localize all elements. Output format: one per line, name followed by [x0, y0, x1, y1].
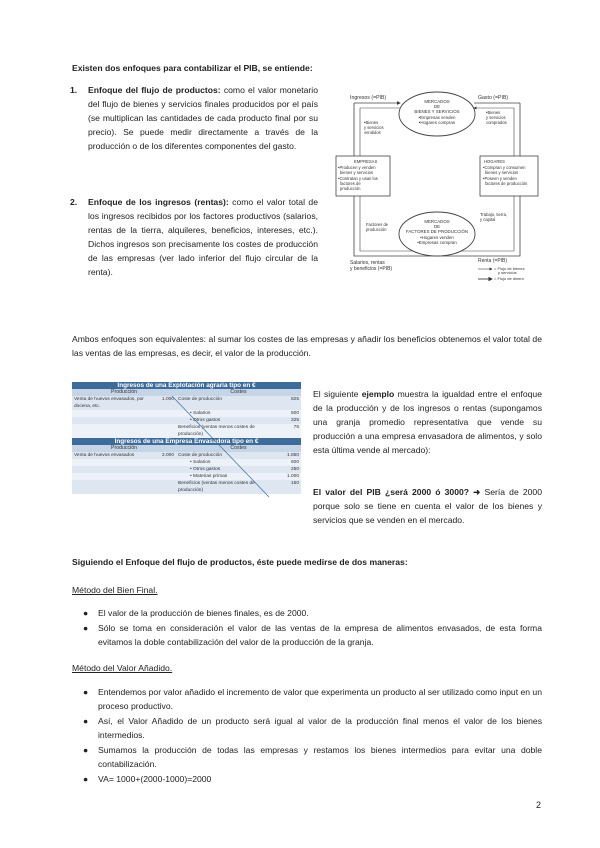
- table-cell: 1.850: [280, 452, 301, 459]
- list-item-text: El valor de la producción de bienes finales, es de 2000.: [98, 608, 309, 618]
- diagram-text: MERCADOS: [424, 219, 450, 224]
- section-heading: Siguiendo el Enfoque del flujo de productos, éste puede medirse de dos maneras:: [72, 557, 408, 567]
- diagram-text: comprados: [486, 120, 507, 125]
- diagram-text: •Hogares compran: [418, 120, 456, 125]
- table-cell: 600: [280, 459, 301, 466]
- diagram-text: y capital: [480, 217, 496, 222]
- table-cell: Coste de producción: [176, 452, 280, 459]
- legend-text: = Flujo de dinero: [494, 276, 524, 281]
- bullet-icon: ●: [83, 745, 89, 755]
- table-cell: 2.000: [154, 452, 176, 459]
- diagram-text: DE: [433, 224, 441, 229]
- legend-text: y servicios: [498, 270, 517, 275]
- diagram-text: •Producen y venden: [338, 165, 376, 170]
- diagram-text: y servicios: [486, 115, 506, 120]
- enfoque-item-1: [70, 83, 318, 153]
- table-head: Costes: [176, 389, 301, 396]
- table-head: Costes: [176, 445, 301, 452]
- table-cell: • Salarios: [176, 459, 280, 466]
- example-bold: ejemplo: [361, 389, 395, 399]
- table-head: Producción: [72, 389, 176, 396]
- diagram-text: •Bienes: [364, 120, 379, 125]
- table-title: Ingresos de una Explotación agraria tipo en €: [72, 382, 301, 389]
- list-item-text: Sólo se toma en consideración el valor de las ventas de la empresa de alimentos envasados, de esta forma evitamos la doble contabilización del valor de la producción de la granja.: [98, 623, 542, 647]
- table-head: Producción: [72, 445, 176, 452]
- list-marker: 1.: [70, 85, 78, 95]
- list-item: [83, 685, 542, 713]
- table-cell: 825: [280, 396, 301, 410]
- table-cell: • Salarios: [176, 410, 280, 417]
- diagram-text: HOGARES: [484, 159, 505, 164]
- bullet-icon: ●: [83, 687, 89, 697]
- diagram-text: BIENES Y SERVICIOS: [414, 109, 460, 114]
- diagram-text: bienes y servicios: [340, 170, 374, 175]
- bullet-icon: ●: [83, 623, 89, 633]
- enfoque-title: Enfoque del flujo de productos:: [88, 85, 221, 95]
- legend-text: = Flujo de bienes: [494, 266, 525, 271]
- list-item: [83, 772, 542, 786]
- question-bold: El valor del PIB ¿será 2000 ó 3000? ➜: [313, 487, 481, 497]
- circular-flow-diagram: [334, 86, 542, 282]
- list-item: [83, 743, 542, 771]
- diagram-text: •Empresas compran: [417, 240, 457, 245]
- diagram-label-ingresos: Ingresos (=PIB): [350, 95, 387, 101]
- metodo-bien-final-title: Método del Bien Final.: [72, 585, 158, 595]
- diagram-text: •Hogares venden: [420, 235, 454, 240]
- equivalence-paragraph: Ambos enfoques son equivalentes: al sumar los costes de las empresas y añadir los beneficios obtenemos el valor total de las ventas de las empresas, es decir, el valor de la producción.: [72, 334, 542, 358]
- list-item: [83, 621, 542, 649]
- list-item-text: Sumamos la producción de todas las empresas y restamos los bienes intermedios para evitar una doble contabilización.: [98, 745, 542, 769]
- bullet-icon: ●: [83, 716, 89, 726]
- diagram-text: factores de producción: [485, 181, 528, 186]
- diagram-text: producción: [340, 186, 361, 191]
- enfoque-title: Enfoque de los ingresos (rentas):: [88, 197, 229, 207]
- page-number: 2: [536, 800, 542, 810]
- diagram-text: •Compran y consumen: [483, 165, 526, 170]
- diagram-text: EMPRESAS: [354, 159, 378, 164]
- table-cell: 150: [280, 480, 301, 494]
- table-cell: 325: [280, 417, 301, 424]
- enfoque-text: como el valor total de los ingresos recibidos por los factores productivos (salarios, rentas de la tierra, alquileres, beneficios, intereses, etc.). Dichos ingresos son precisamente los costes de producción de las empresas (ver lado inferior del flujo circular de la renta).: [88, 197, 318, 277]
- diagram-text: factores de: [340, 181, 361, 186]
- diagram-label-gasto: Gasto (=PIB): [478, 95, 509, 101]
- table-cell: 1.000: [154, 396, 176, 410]
- list-item-text: Entendemos por valor añadido el incremento de valor que experimenta un producto al ser utilizado como input en un proceso productivo.: [98, 687, 542, 711]
- tables-connector-line: [72, 382, 301, 522]
- table-cell: 250: [280, 466, 301, 473]
- metodo-valor-anadido-title: Método del Valor Añadido.: [72, 663, 173, 673]
- table-cell: Beneficios (ventas menos costes de producción): [176, 480, 280, 494]
- enfoque-text: como el valor monetario del flujo de bienes y servicios finales producidos por el país (se multiplican las cantidades de cada producto final por su precio). Se puede medir directamente a través de la producción o de los diferentes componentes del gasto.: [88, 85, 318, 151]
- table-cell: Coste de producción: [176, 396, 280, 410]
- example-tables: [72, 382, 301, 494]
- diagram-text: •Poseen y venden: [483, 176, 517, 181]
- bullet-icon: ●: [83, 608, 89, 618]
- list-item-text: Así, el Valor Añadido de un producto será igual al valor de la producción final menos el valor de los bienes intermedios.: [98, 716, 542, 740]
- diagram-text: DE: [433, 104, 441, 109]
- bullet-icon: ●: [83, 774, 89, 784]
- diagram-text: Factores de: [366, 222, 389, 227]
- table-title: Ingresos de una Empresa Envasadora tipo en €: [72, 438, 301, 445]
- diagram-text: bienes y servicios: [485, 170, 519, 175]
- table-cell: 75: [280, 424, 301, 438]
- list-item-text: VA= 1000+(2000-1000)=2000: [98, 774, 212, 784]
- table-cell: • Otros gastos: [176, 417, 280, 424]
- table-cell: • Otros gastos: [176, 466, 280, 473]
- diagram-text: FACTORES DE PRODUCCIÓN: [405, 229, 469, 234]
- diagram-text: •Bienes: [486, 110, 501, 115]
- diagram-text: Trabajo, tierra,: [480, 212, 508, 217]
- table-cell: 1.000: [280, 473, 301, 480]
- table-cell: • Materias primas: [176, 473, 280, 480]
- diagram-text: •Contratan y usan los: [338, 176, 378, 181]
- diagram-text: Salarios, rentas: [350, 260, 385, 266]
- table-cell: Venta de huevos envasados: [72, 452, 154, 459]
- diagram-text: •Empresas venden: [418, 115, 456, 120]
- diagram-text: y beneficios (=PIB): [350, 266, 393, 272]
- example-paragraph: [313, 387, 542, 457]
- diagram-text: MERCADOS: [424, 99, 450, 104]
- question-text: Sería de 2000 porque solo se tiene en cuenta el valor de los bienes y servicios que se venden en el mercado.: [313, 487, 542, 525]
- diagram-text: Renta (=PIB): [478, 258, 508, 264]
- diagram-text: producción: [366, 227, 387, 232]
- example-text: muestra la igualdad entre el enfoque de la producción y de los ingresos o rentas (supongamos una granja promedio representativa que vende su producción a una empresa envasadora de alimentos, y solo esta última vende al mercado):: [313, 389, 542, 455]
- table-cell: Beneficios (ventas menos costes de producción): [176, 424, 280, 438]
- question-paragraph: [313, 485, 542, 527]
- example-text: El siguiente: [313, 389, 362, 399]
- list-item: [83, 714, 542, 742]
- list-marker: 2.: [70, 197, 78, 207]
- table-cell: 500: [280, 410, 301, 417]
- diagram-text: vendidos: [364, 130, 381, 135]
- intro-heading: Existen dos enfoques para contabilizar el PIB, se entiende:: [72, 63, 313, 73]
- list-item: [83, 606, 542, 620]
- diagram-text: y servicios: [364, 125, 384, 130]
- table-cell: Venta de huevos envasados, por docena, etc.: [72, 396, 154, 410]
- enfoque-item-2: [70, 195, 318, 279]
